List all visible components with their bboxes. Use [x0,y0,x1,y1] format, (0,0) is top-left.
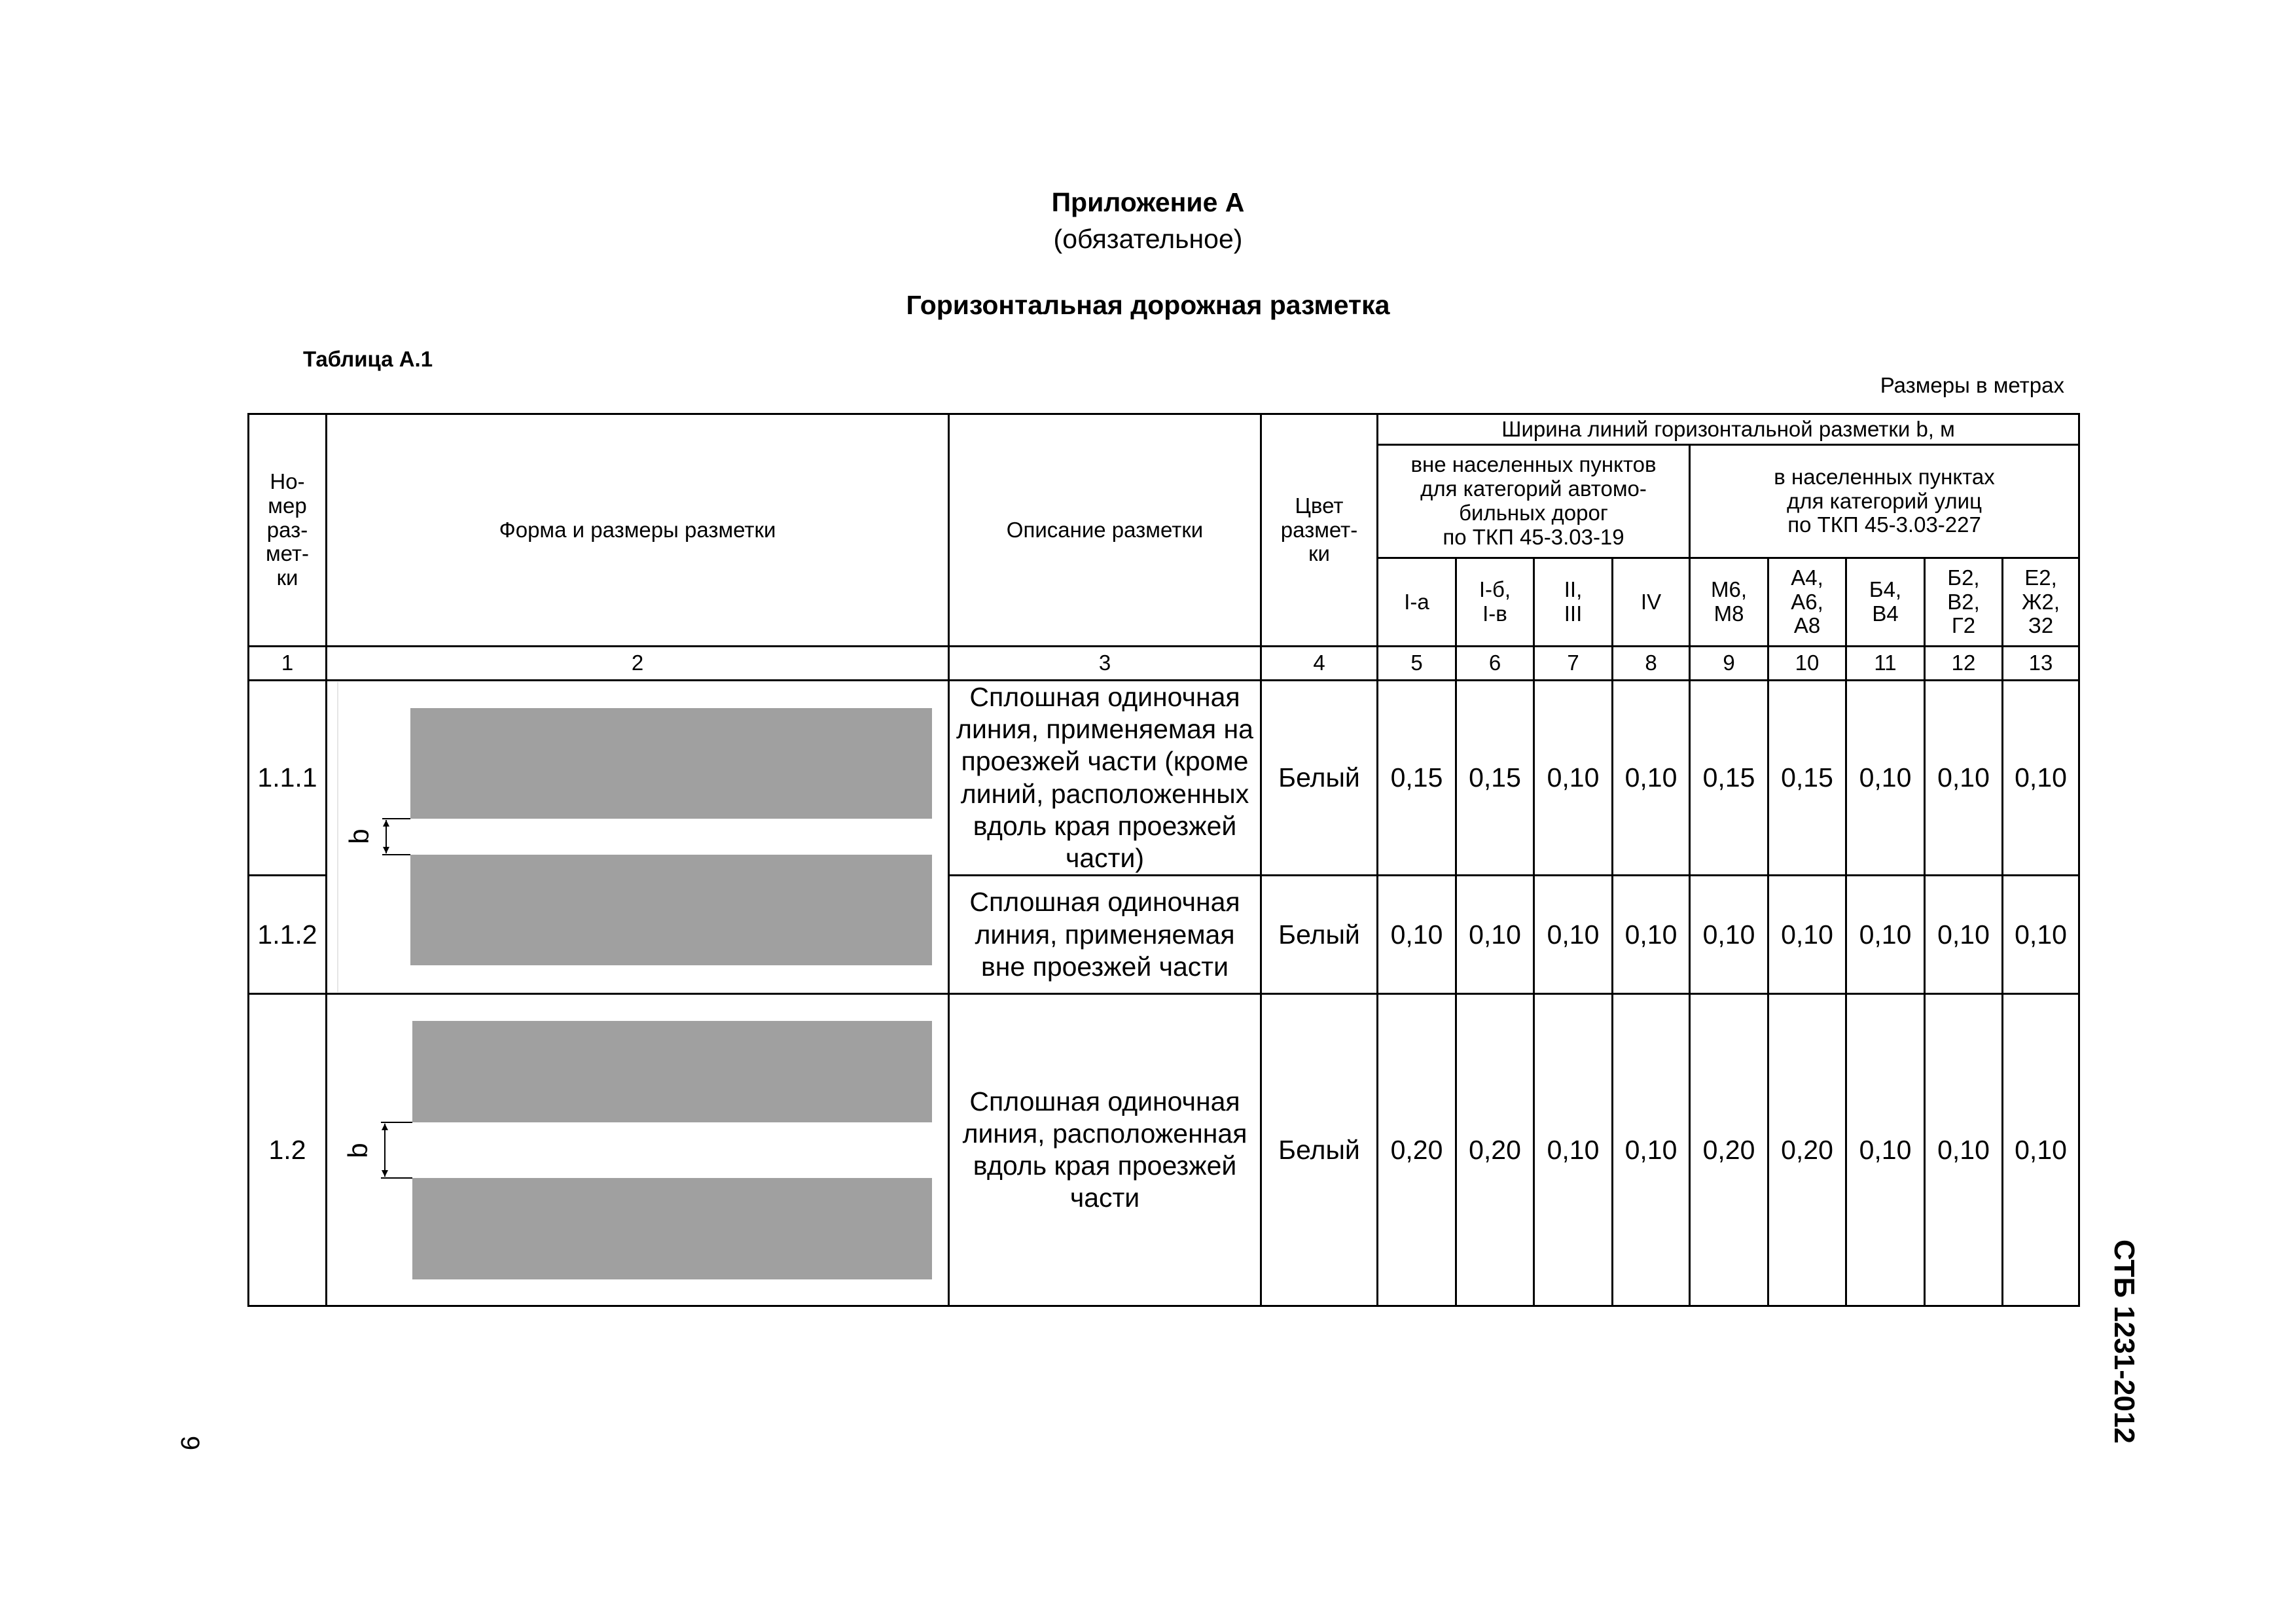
width-value: 0,20 [1768,994,1846,1306]
width-value: 0,10 [1925,876,2003,994]
width-value: 0,15 [1768,681,1846,876]
header-number: Но- мер раз- мет- ки [249,414,327,647]
width-value: 0,10 [1534,681,1613,876]
column-index: 4 [1261,647,1378,681]
column-index: 8 [1613,647,1690,681]
column-index: 7 [1534,647,1613,681]
width-value: 0,10 [2003,876,2079,994]
column-index: 6 [1456,647,1534,681]
category-cell: Е2, Ж2, З2 [2003,558,2079,647]
category-cell: I-б, I-в [1456,558,1534,647]
width-value: 0,15 [1456,681,1534,876]
column-index-row [249,647,2079,681]
category-cell: А4, А6, А8 [1768,558,1846,647]
marking-description: Сплошная одиночная линия, применяемая вне проезжей части [949,876,1261,994]
width-value: 0,10 [2003,681,2079,876]
section-title: Горизонтальная дорожная разметка [906,290,1390,320]
header-width-group: Ширина линий горизонтальной разметки b, м [1378,414,2079,445]
column-index: 3 [949,647,1261,681]
width-value: 0,10 [1613,681,1690,876]
table-row [249,994,2079,1306]
column-index: 9 [1690,647,1768,681]
width-value: 0,15 [1690,681,1768,876]
width-value: 0,20 [1456,994,1534,1306]
marking-diagram-1-1 [327,681,949,994]
edge-line-diagram [327,995,949,1305]
width-label: b [344,829,375,844]
width-value: 0,10 [1846,876,1925,994]
marking-color: Белый [1261,876,1378,994]
column-index: 12 [1925,647,2003,681]
width-value: 0,10 [1378,876,1456,994]
header-color: Цвет размет- ки [1261,414,1378,647]
width-value: 0,10 [1846,994,1925,1306]
road-surface-bottom [410,855,932,965]
solid-line-diagram [327,682,949,992]
width-value: 0,15 [1378,681,1456,876]
marking-description: Сплошная одиночная линия, расположенная вдоль края проезжей части [949,994,1261,1306]
column-index: 5 [1378,647,1456,681]
appendix-title: Приложение А [1051,187,1245,217]
width-value: 0,20 [1378,994,1456,1306]
table-caption: Таблица А.1 [303,347,433,371]
road-surface-top [412,1021,932,1122]
width-value: 0,10 [1534,994,1613,1306]
width-value: 0,10 [1768,876,1846,994]
header-form: Форма и размеры разметки [327,414,949,647]
category-cell: IV [1613,558,1690,647]
column-index: 2 [327,647,949,681]
appendix-subtitle: (обязательное) [1053,224,1243,254]
width-value: 0,10 [1613,994,1690,1306]
width-value: 0,10 [2003,994,2079,1306]
units-note: Размеры в метрах [1880,373,2064,397]
header-outside-settlements: вне населенных пунктов для категорий автомо- бильных дорог по ТКП 45-3.03-19 [1378,445,1690,558]
width-value: 0,10 [1690,876,1768,994]
column-index: 13 [2003,647,2079,681]
marking-number: 1.1.2 [249,876,327,994]
document-code: СТБ 1231-2012 [2108,1240,2140,1444]
road-surface-bottom [412,1178,932,1279]
column-index: 11 [1846,647,1925,681]
road-surface-top [410,708,932,819]
width-value: 0,10 [1613,876,1690,994]
column-index: 1 [249,647,327,681]
header-description: Описание разметки [949,414,1261,647]
width-value: 0,10 [1846,681,1925,876]
category-cell: II, III [1534,558,1613,647]
header-row-1 [249,414,2079,445]
column-index: 10 [1768,647,1846,681]
width-value: 0,10 [1534,876,1613,994]
marking-diagram-1-2 [327,994,949,1306]
table-row [249,681,2079,876]
marking-color: Белый [1261,994,1378,1306]
marking-number: 1.1.1 [249,681,327,876]
category-cell: Б4, В4 [1846,558,1925,647]
markings-table [247,413,2080,1307]
header-inside-settlements: в населенных пунктах для категорий улиц по ТКП 45-3.03-227 [1690,445,2079,558]
category-cell: М6, М8 [1690,558,1768,647]
category-cell: Б2, В2, Г2 [1925,558,2003,647]
width-value: 0,20 [1690,994,1768,1306]
width-value: 0,10 [1925,681,2003,876]
width-label: b [342,1143,374,1158]
page-number: 9 [175,1435,204,1451]
marking-color: Белый [1261,681,1378,876]
width-value: 0,10 [1456,876,1534,994]
category-cell: I-а [1378,558,1456,647]
marking-number: 1.2 [249,994,327,1306]
width-value: 0,10 [1925,994,2003,1306]
marking-description: Сплошная одиночная линия, применяемая на проезжей части (кроме линий, расположенных вдоль края проезжей части) [949,681,1261,876]
